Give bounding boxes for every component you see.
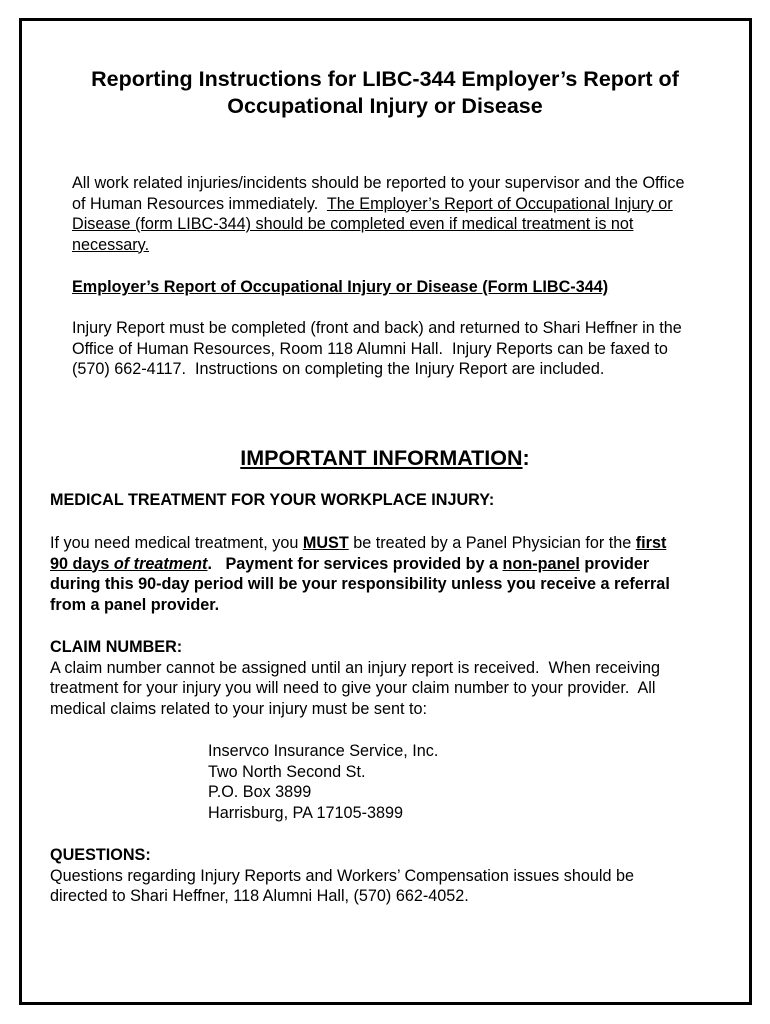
- intro-line-4: necessary.: [72, 235, 150, 254]
- intro-line-2: of Human Resources immediately. The Employer’s Report of Occupational Injury or: [72, 194, 673, 213]
- medical-treatment-paragraph: [50, 533, 670, 615]
- questions-heading: QUESTIONS:: [50, 846, 151, 864]
- injury-report-paragraph: [72, 318, 682, 380]
- medical-line-1: If you need medical treatment, you MUST be treated by a Panel Physician for the first: [50, 534, 667, 552]
- claim-line-1: A claim number cannot be assigned until an injury report is received. When receiving: [50, 658, 661, 677]
- form-heading: Employer’s Report of Occupational Injury or Disease (Form LIBC-344): [72, 278, 609, 296]
- questions-line-2: directed to Shari Heffner, 118 Alumni Hall, (570) 662-4052.: [50, 887, 469, 905]
- address-line-3: P.O. Box 3899: [208, 783, 312, 801]
- injury-report-line-2: Office of Human Resources, Room 118 Alumni Hall. Injury Reports can be faxed to: [72, 339, 668, 358]
- injury-report-line-1: Injury Report must be completed (front and back) and returned to Shari Heffner in the: [72, 319, 682, 337]
- medical-line-2: 90 days of treatment. Payment for services provided by a non-panel provider: [50, 554, 650, 573]
- mailing-address: [208, 741, 438, 823]
- medical-line-3: during this 90-day period will be your responsibility unless you receive a referral: [50, 575, 670, 593]
- claim-line-2: treatment for your injury you will need to give your claim number to your provider. All: [50, 679, 656, 697]
- intro-paragraph: [72, 173, 684, 255]
- injury-report-line-3: (570) 662-4117. Instructions on completing the Injury Report are included.: [72, 360, 605, 378]
- address-line-1: Inservco Insurance Service, Inc.: [208, 742, 439, 760]
- address-line-2: Two North Second St.: [208, 762, 366, 781]
- intro-line-1: All work related injuries/incidents should be reported to your supervisor and the Office: [72, 174, 685, 192]
- document-title-line-2: Occupational Injury or Disease: [227, 94, 543, 118]
- claim-line-3: medical claims related to your injury must be sent to:: [50, 699, 427, 718]
- document-title-line-1: Reporting Instructions for LIBC-344 Employer’s Report of: [91, 67, 679, 91]
- important-information-heading: IMPORTANT INFORMATION:: [240, 446, 530, 470]
- address-line-4: Harrisburg, PA 17105-3899: [208, 803, 403, 822]
- intro-line-3: Disease (form LIBC-344) should be completed even if medical treatment is not: [72, 215, 634, 233]
- medical-treatment-heading: MEDICAL TREATMENT FOR YOUR WORKPLACE INJURY:: [50, 491, 495, 509]
- claim-number-section: [50, 637, 660, 719]
- questions-line-1: Questions regarding Injury Reports and Workers’ Compensation issues should be: [50, 866, 634, 885]
- claim-number-heading: CLAIM NUMBER:: [50, 638, 183, 656]
- questions-section: [50, 845, 634, 907]
- medical-line-4: from a panel provider.: [50, 595, 220, 614]
